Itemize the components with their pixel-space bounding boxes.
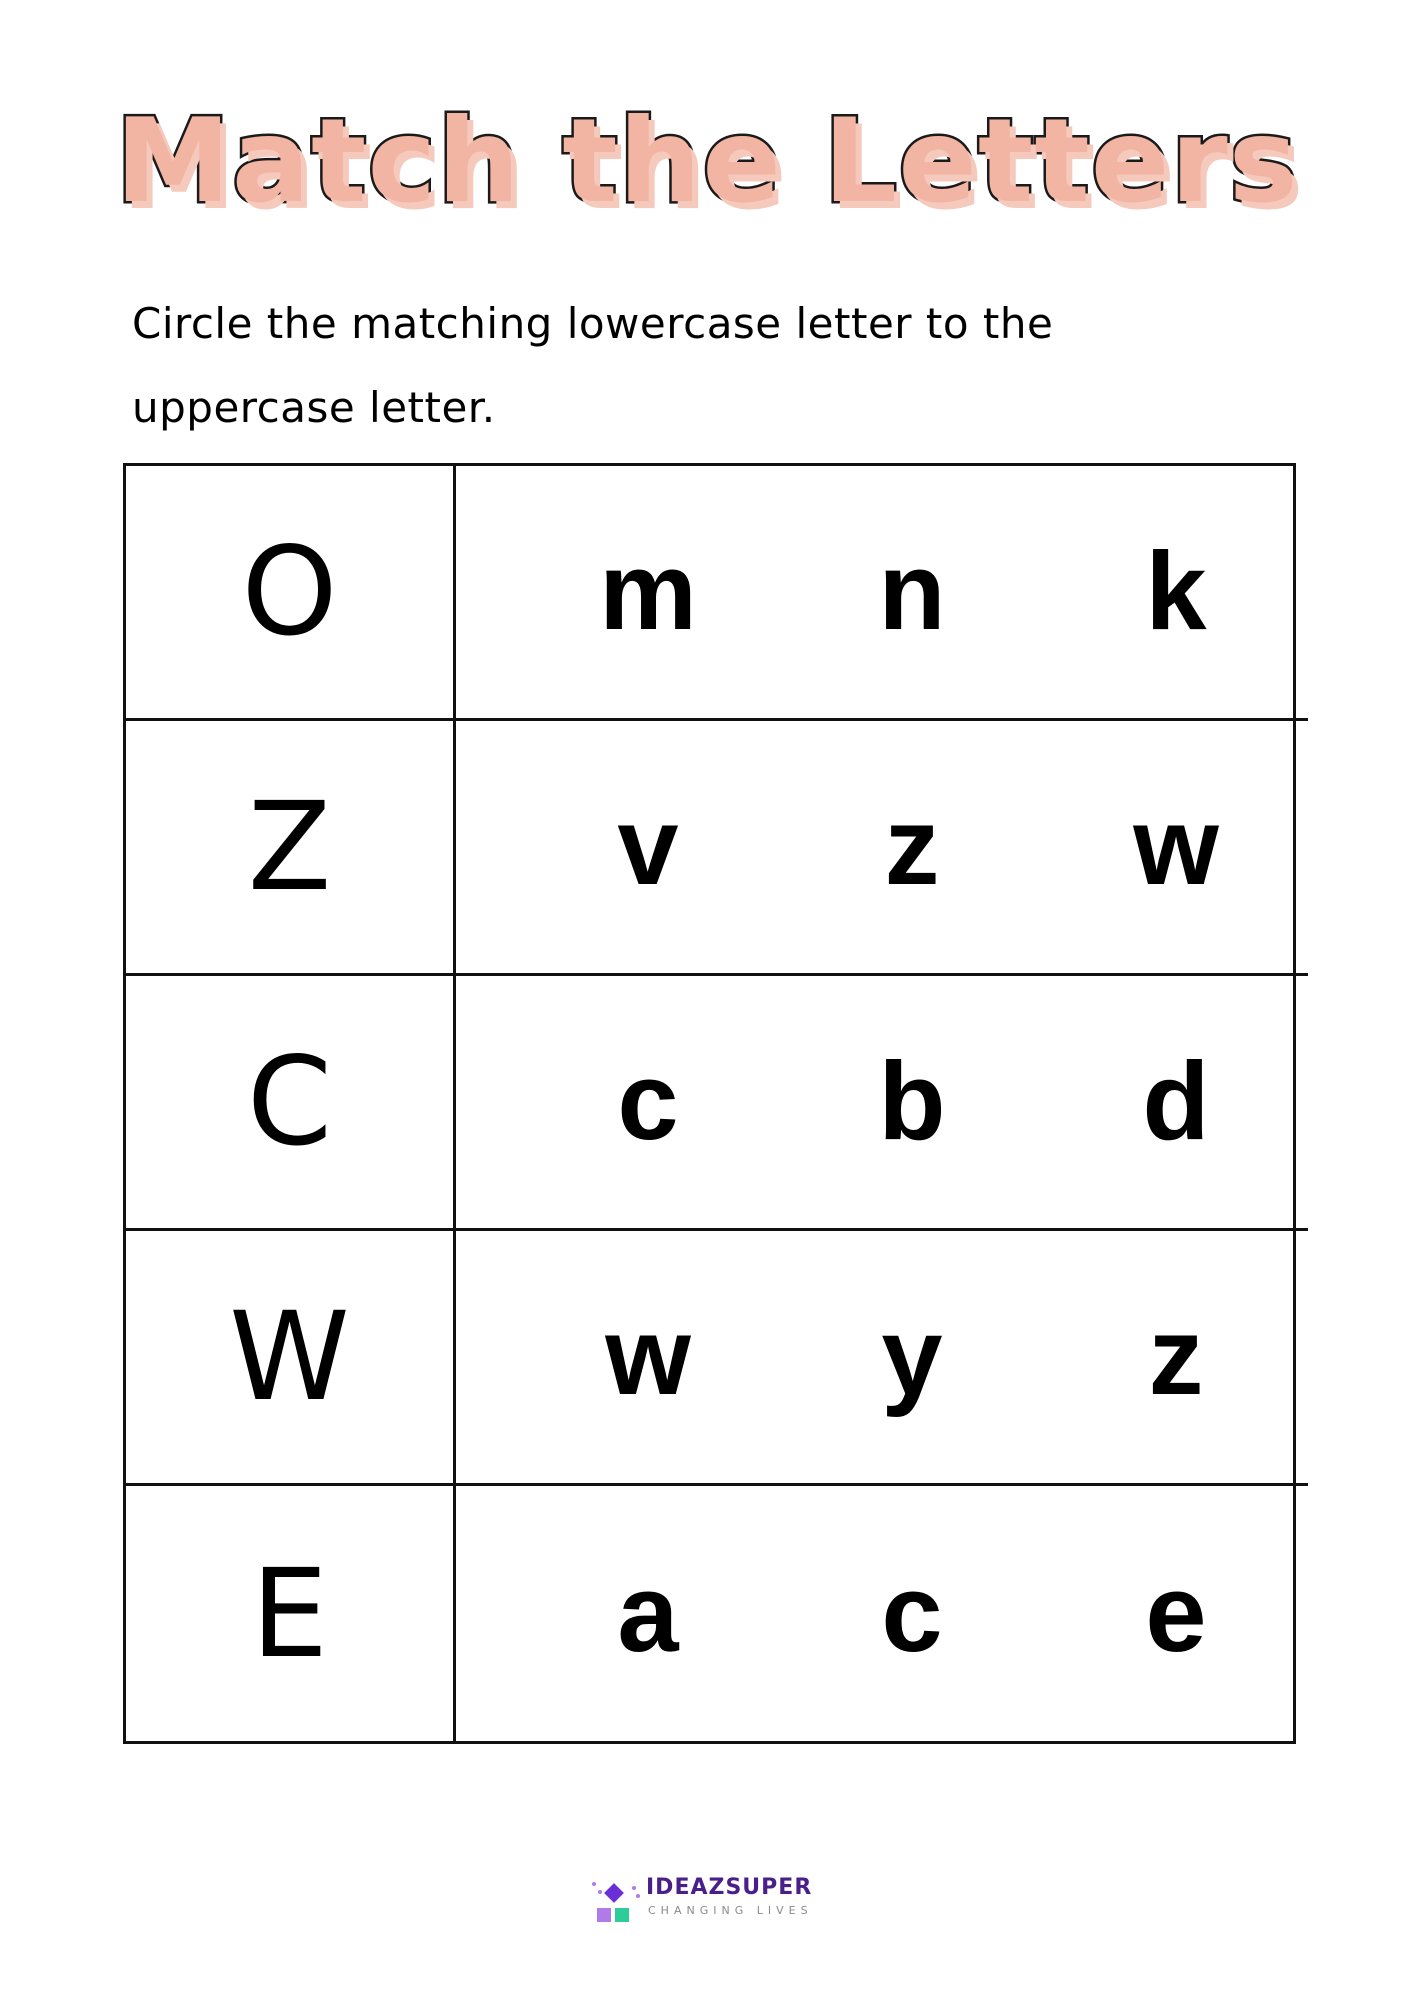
- worksheet-title: Match the Letters: [115, 94, 1299, 229]
- uppercase-letter: E: [250, 1542, 329, 1685]
- lowercase-option[interactable]: c: [881, 1551, 943, 1675]
- lowercase-option[interactable]: d: [1142, 1040, 1210, 1163]
- lowercase-option[interactable]: c: [617, 1040, 679, 1163]
- lowercase-option[interactable]: z: [884, 785, 940, 908]
- lowercase-option[interactable]: n: [878, 530, 946, 653]
- letter-matching-grid: [123, 463, 1296, 1744]
- uppercase-letter: Z: [247, 776, 332, 918]
- options-cell: [456, 466, 1308, 721]
- options-cell: [456, 1231, 1308, 1486]
- ideazsuper-logo-icon: [590, 1878, 644, 1926]
- logo-tagline: CHANGING LIVES: [648, 1904, 813, 1917]
- lowercase-option[interactable]: v: [617, 785, 679, 908]
- options-cell: [456, 1486, 1308, 1741]
- options-cell: [456, 976, 1308, 1231]
- uppercase-cell: [126, 721, 456, 976]
- uppercase-cell: [126, 1486, 456, 1741]
- instructions-text: Circle the matching lowercase letter to the uppercase letter.: [132, 299, 1054, 432]
- lowercase-option[interactable]: b: [878, 1040, 946, 1163]
- lowercase-option[interactable]: y: [881, 1295, 943, 1418]
- uppercase-cell: [126, 466, 456, 721]
- lowercase-option[interactable]: m: [599, 530, 697, 653]
- lowercase-option[interactable]: k: [1145, 530, 1207, 653]
- uppercase-cell: [126, 1231, 456, 1486]
- lowercase-option[interactable]: a: [617, 1551, 679, 1675]
- logo-name: IDEAZSUPER: [646, 1875, 813, 1900]
- uppercase-letter: W: [229, 1286, 350, 1428]
- options-cell: [456, 721, 1308, 976]
- lowercase-option[interactable]: w: [605, 1295, 691, 1418]
- lowercase-option[interactable]: e: [1145, 1551, 1207, 1675]
- lowercase-option[interactable]: z: [1148, 1295, 1204, 1418]
- uppercase-letter: C: [246, 1031, 333, 1173]
- ideazsuper-logo: [590, 1874, 830, 1930]
- uppercase-cell: [126, 976, 456, 1231]
- uppercase-letter: O: [241, 521, 338, 663]
- lowercase-option[interactable]: w: [1133, 785, 1219, 908]
